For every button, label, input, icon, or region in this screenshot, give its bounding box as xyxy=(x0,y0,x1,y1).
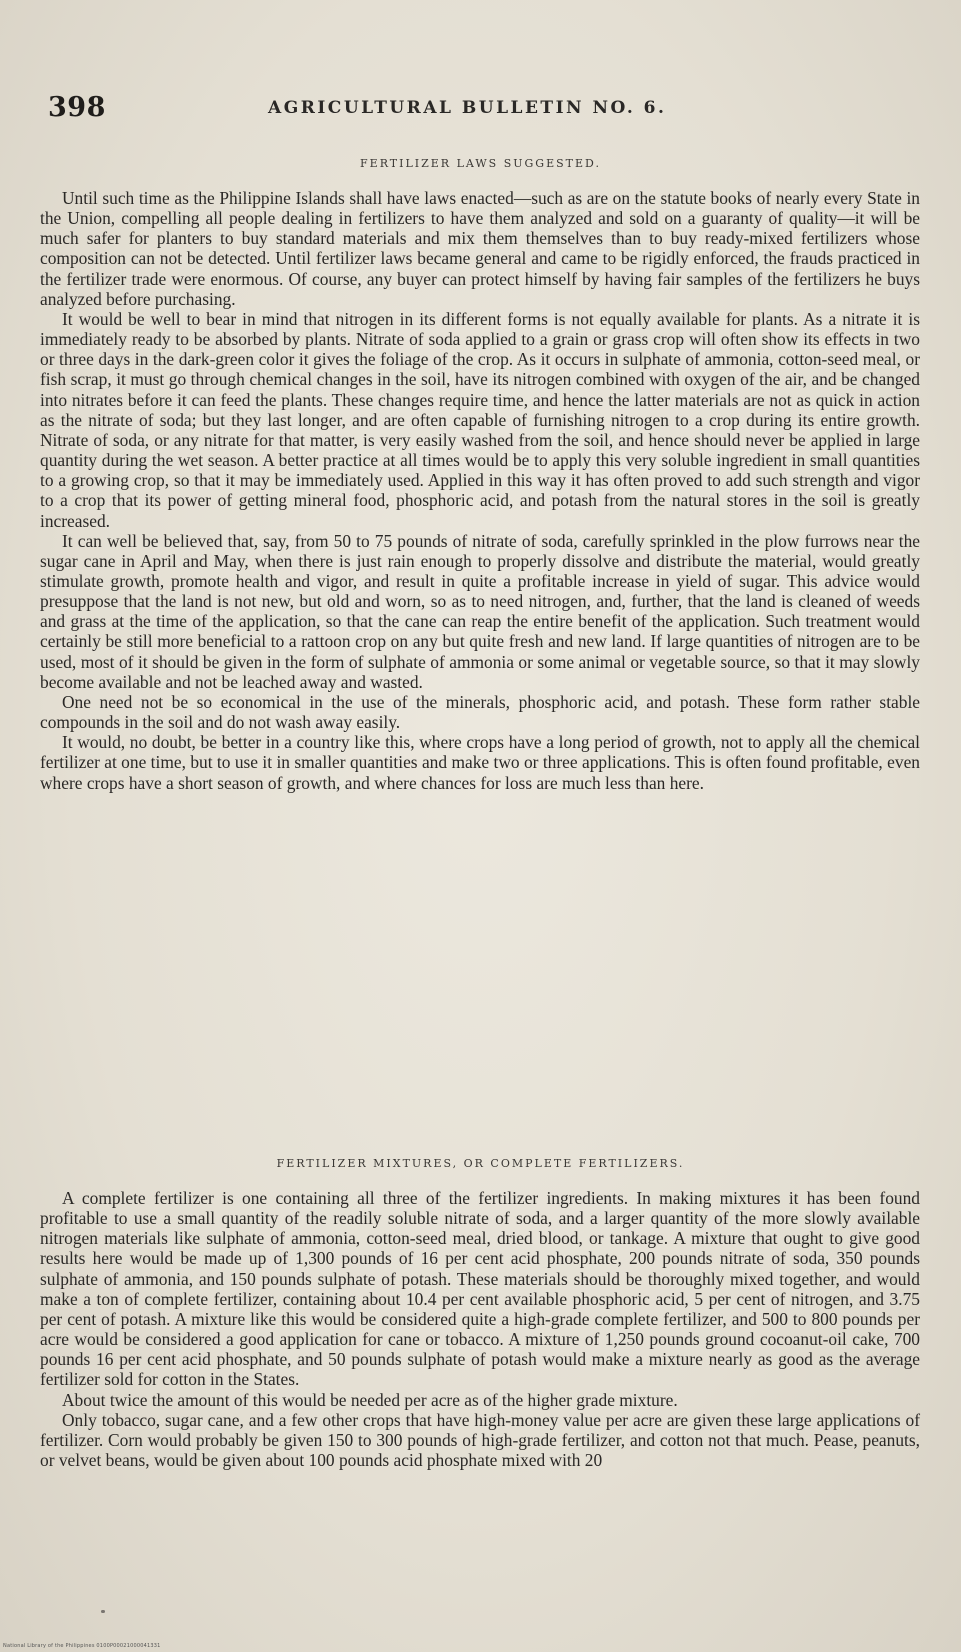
section-body-fertilizer-mixtures xyxy=(40,1188,920,1470)
paragraph: It would, no doubt, be better in a country like this, where crops have a long period of growth, not to apply all the chemical fertilizer at one time, but to use it in smaller quantities and make two or three applications. This is often found profitable, even where crops have a short season of growth, and where chances for loss are much less than here. xyxy=(40,732,920,793)
paragraph: It would be well to bear in mind that nitrogen in its different forms is not equally available for plants. As a nitrate it is immediately ready to be absorbed by plants. Nitrate of soda applied to a grain or grass crop will often show its effects in two or three days in the dark-green color it gives the foliage of the crop. As it occurs in sulphate of ammonia, cotton-seed meal, or fish scrap, it must go through chemical changes in the soil, have its nitrogen combined with oxygen of the air, and be changed into nitrates before it can feed the plants. These changes require time, and hence the latter materials are not as quick in action as the nitrate of soda; but they last longer, and are often capable of furnishing nitrogen to a crop during its entire growth. Nitrate of soda, or any nitrate for that matter, is very easily washed from the soil, and hence should never be applied in large quantity during the wet season. A better practice at all times would be to apply this very soluble ingredient in small quantities to a growing crop, so that it may be immediately used. Applied in this way it has often proved to add such strength and vigor to a crop that its power of getting mineral food, phosphoric acid, and potash from the natural stores in the soil is greatly increased. xyxy=(40,308,920,531)
paragraph: One need not be so economical in the use of the minerals, phosphoric acid, and potash. These form rather stable compounds in the soil and do not wash away easily. xyxy=(40,691,920,733)
page-number: 398 xyxy=(48,92,106,123)
paragraph: About twice the amount of this would be needed per acre as of the higher grade mixture. xyxy=(62,1389,678,1410)
paragraph: A complete fertilizer is one containing all three of the fertilizer ingredients. In making mixtures it has been found profitable to use a small quantity of the readily soluble nitrate of soda, and a larger quantity of the more slowly available nitrogen materials like sulphate of ammonia, cotton-seed meal, dried blood, or tankage. A mixture that ought to give good results here would be made up of 1,300 pounds of 16 per cent acid phosphate, 200 pounds nitrate of soda, 350 pounds sulphate of ammonia, and 150 pounds sulphate of potash. These materials should be thoroughly mixed together, and would make a ton of complete fertilizer, containing about 10.4 per cent available phosphoric acid, 5 per cent of nitrogen, and 3.75 per cent of potash. A mixture like this would be considered quite a high-grade complete fertilizer, and 500 to 800 pounds per acre would be considered a good application for cane or tobacco. A mixture of 1,250 pounds ground cocoanut-oil cake, 700 pounds 16 per cent acid phosphate, and 50 pounds sulphate of potash would make a mixture nearly as good as the average fertilizer sold for cotton in the States. xyxy=(40,1188,920,1390)
section-body-fertilizer-laws xyxy=(40,188,920,793)
footer-credit: National Library of the Philippines 0100P00021000041331 xyxy=(3,1643,161,1649)
paragraph: It can well be believed that, say, from 50 to 75 pounds of nitrate of soda, carefully sprinkled in the plow furrows near the sugar cane in April and May, when there is just rain enough to properly dissolve and distribute the material, would greatly stimulate growth, promote health and vigor, and result in quite a profitable increase in yield of sugar. This advice would presuppose that the land is not new, but old and worn, so as to need nitrogen, and, further, that the land is cleaned of weeds and grass at the time of the application, so that the cane can reap the entire benefit of the application. Such treatment would certainly be still more beneficial to a rattoon crop on any but quite fresh and new land. If large quantities of nitrogen are to be used, most of it should be given in the form of sulphate of ammonia or some animal or vegetable source, so that it may slowly become available and not be leached away and wasted. xyxy=(40,530,920,692)
section-heading-fertilizer-mixtures: FERTILIZER MIXTURES, OR COMPLETE FERTILIZERS. xyxy=(276,1157,685,1170)
ink-spot xyxy=(101,1610,105,1613)
section-heading-fertilizer-laws: FERTILIZER LAWS SUGGESTED. xyxy=(360,157,601,170)
paragraph: Only tobacco, sugar cane, and a few other crops that have high-money value per acre are given these large applications of fertilizer. Corn would probably be given 150 to 300 pounds of high-grade fertilizer, and cotton not that much. Pease, peanuts, or velvet beans, would be given about 100 pounds acid phosphate mixed with 20 xyxy=(40,1409,920,1471)
paragraph: Until such time as the Philippine Islands shall have laws enacted—such as are on the statute books of nearly every State in the Union, compelling all people dealing in fertilizers to have them analyzed and sold on a guaranty of quality—it will be much safer for planters to buy standard materials and mix them themselves than to buy ready-mixed fertilizers whose composition can not be detected. Until fertilizer laws became general and came to be rigidly enforced, the frauds practiced in the fertilizer trade were enormous. Of course, any buyer can protect himself by having fair samples of the fertilizers he buys analyzed before purchasing. xyxy=(40,188,920,309)
running-head: AGRICULTURAL BULLETIN NO. 6. xyxy=(268,98,667,118)
page-header xyxy=(48,92,908,132)
